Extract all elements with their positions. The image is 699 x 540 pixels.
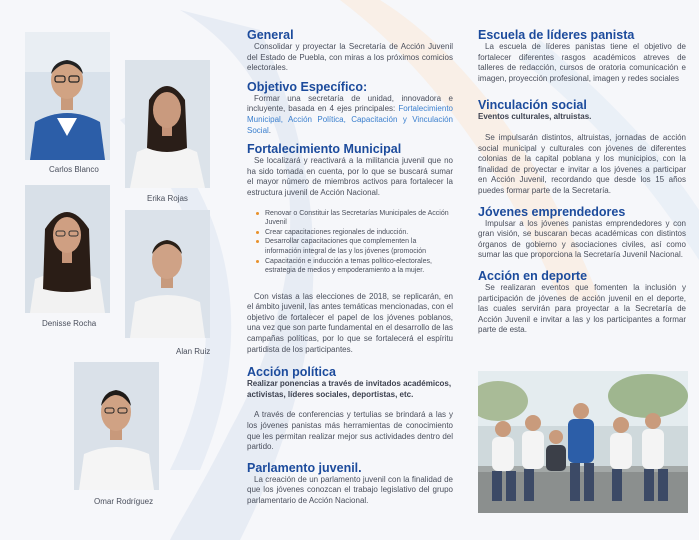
portrait-photo bbox=[74, 362, 159, 490]
person-photo-icon bbox=[74, 362, 159, 490]
section-text: Impulsar a los jóvenes panistas emprendedores y con gran visión, se buscaran becas académicas con distintos órganos de gobierno y asociaciones civiles, así como sumar las que proporciona la Secretaría Juvenil Nacional. bbox=[478, 218, 686, 260]
portrait-caption: Alan Ruiz bbox=[176, 347, 211, 356]
section-text: La creación de un parlamento juvenil con la finalidad de que los jóvenes conozcan el trabajo legislativo del grupo parlamentario de Acción Nacional. bbox=[247, 474, 453, 505]
section-title-escuela: Escuela de líderes panista bbox=[478, 28, 635, 42]
portrait-caption: Carlos Blanco bbox=[49, 165, 99, 174]
right-column bbox=[478, 28, 686, 336]
bullet-list bbox=[247, 209, 453, 276]
section-subtitle: Realizar ponencias a través de invitados académicos, activistas, líderes sociales, deportistas, etc. bbox=[247, 379, 452, 399]
portrait-photo bbox=[25, 185, 110, 313]
portrait-caption: Erika Rojas bbox=[147, 194, 188, 203]
portrait-photo bbox=[25, 32, 110, 160]
person-photo-icon bbox=[125, 60, 210, 188]
portrait-photo bbox=[125, 60, 210, 188]
list-item: Renovar o Constituir las Secretarías Municipales de Acción Juvenil bbox=[265, 209, 453, 228]
section-title-deporte: Acción en deporte bbox=[478, 268, 588, 283]
section-title-parlamento: Parlamento juvenil. bbox=[247, 460, 362, 475]
section-text: Se localizará y reactivará a la militancia juvenil que no ha sido tomada en cuenta, por lo que se buscará sumar el mayor número de miembros activos para fortalecer la estructura juvenil de Acción Nacional. bbox=[247, 156, 453, 197]
section-title-vinculacion: Vinculación social bbox=[478, 98, 587, 113]
section-text: Formar una secretaría de unidad, innovadora e incluyente, basada en 4 ejes principales: Fortalecimiento Municipal, Acción Política, Capacitación y Vinculación Social. bbox=[247, 93, 453, 135]
section-text: Se realizaran eventos que fomenten la inclusión y participación de jóvenes de acción juvenil en el deporte, las cuales servirán para proyectar a la Secretaría de Acción Juvenil e invitar a las y los participantes a formar parte de esta. bbox=[478, 282, 686, 335]
section-text: A través de conferencias y tertulias se brindará a las y los jóvenes panistas más herramientas de conocimiento que les permitan realizar mejor sus actividades dentro del partido. bbox=[247, 410, 453, 452]
list-item: Capacitación e inducción a temas político-electorales, estrategia de medios y empoderamiento a la mujer. bbox=[265, 257, 453, 276]
section-text: Se impulsarán distintos, altruistas, jornadas de acción social municipal y culturales con jóvenes de diferentes colonias de la capital poblana y los municipios, con la finalidad de proyectar e invitar a los jóvenes a participar en Acción Juvenil, recordando que desde los 15 años puedes formar parte de la Secretaría. bbox=[478, 132, 686, 195]
section-title-objetivo: Objetivo Específico: bbox=[247, 79, 368, 94]
section-title-accion: Acción política bbox=[247, 365, 336, 380]
person-photo-icon bbox=[125, 210, 210, 338]
section-title-general: General bbox=[247, 28, 294, 42]
middle-column bbox=[247, 28, 453, 507]
section-title-emprendedores: Jóvenes emprendedores bbox=[478, 204, 626, 219]
section-text: Con vistas a las elecciones de 2018, se replicarán, en el ámbito juvenil, las antes temáticas mencionadas, con el objetivo de fortalecer el papel de los jóvenes poblanos, una vez que son parte fundamental en el desarrollo de las campañas políticas, por lo que se fortalecerá el espíritu partidista de los participantes. bbox=[247, 291, 453, 354]
section-text: Consolidar y proyectar la Secretaría de Acción Juvenil del Estado de Puebla, con miras a los próximos comicios electorales. bbox=[247, 42, 453, 73]
group-photo-icon bbox=[478, 371, 688, 513]
portrait-photo bbox=[125, 210, 210, 338]
group-photo bbox=[478, 371, 688, 513]
person-photo-icon bbox=[25, 32, 110, 160]
section-title-fortalecimiento: Fortalecimiento Municipal bbox=[247, 142, 402, 157]
list-item: Desarrollar capacitaciones que complementen la información integral de las y los jóvenes (promoción bbox=[265, 237, 453, 256]
portrait-caption: Denisse Rocha bbox=[42, 319, 97, 328]
portrait-caption: Omar Rodríguez bbox=[94, 497, 154, 506]
section-subtitle: Eventos culturales, altruistas. bbox=[478, 112, 592, 122]
section-text: La escuela de líderes panistas tiene el objetivo de fortalecer diferentes rasgos académicos atreves de talleres de redacción, cursos de oratoria comunicación e imagen, proyección profesional, imagen y redes sociales bbox=[478, 42, 686, 83]
list-item: Crear capacitaciones regionales de inducción. bbox=[265, 228, 453, 238]
person-photo-icon bbox=[25, 185, 110, 313]
